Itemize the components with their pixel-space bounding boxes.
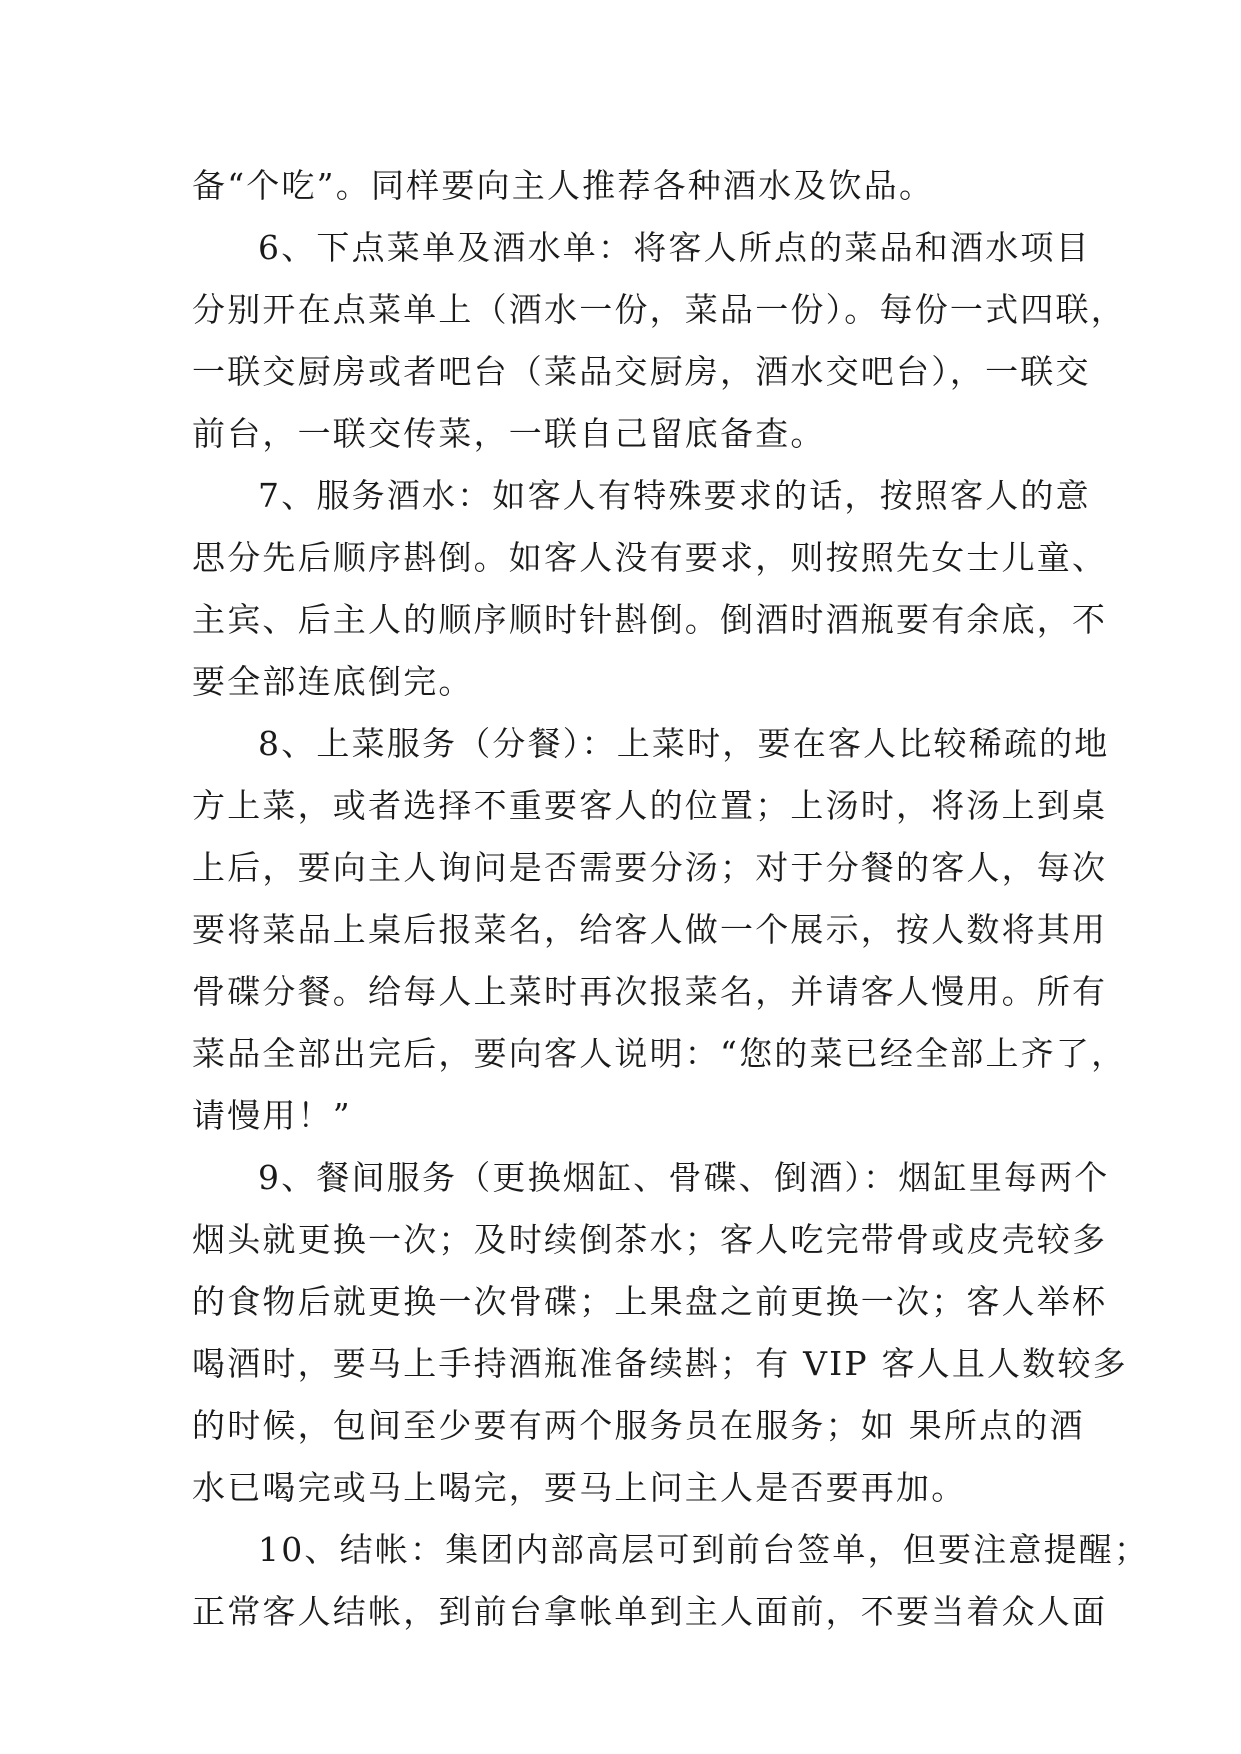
text-line: 请慢用！” xyxy=(192,1096,352,1135)
text-line: 备“个吃”。同样要向主人推荐各种酒水及饮品。 xyxy=(192,166,935,205)
text-line: 喝酒时，要马上手持酒瓶准备续斟；有 VIP 客人且人数较多 xyxy=(192,1344,1128,1383)
text-line: 主宾、后主人的顺序顺时针斟倒。倒酒时酒瓶要有余底，不 xyxy=(192,600,1108,639)
text-line: 骨碟分餐。给每人上菜时再次报菜名，并请客人慢用。所有 xyxy=(192,972,1108,1011)
paragraph-start-line: 10、结帐：集团内部高层可到前台签单，但要注意提醒； xyxy=(258,1530,1150,1569)
text-line: 要全部连底倒完。 xyxy=(192,662,474,701)
paragraph-start-line: 7、服务酒水：如客人有特殊要求的话，按照客人的意 xyxy=(258,476,1091,515)
text-line: 方上菜，或者选择不重要客人的位置；上汤时，将汤上到桌 xyxy=(192,786,1108,825)
text-line: 一联交厨房或者吧台（菜品交厨房，酒水交吧台），一联交 xyxy=(192,352,1091,391)
text-line: 思分先后顺序斟倒。如客人没有要求，则按照先女士儿童、 xyxy=(192,538,1108,577)
document-body xyxy=(192,155,1150,1643)
text-line: 前台，一联交传菜，一联自己留底备查。 xyxy=(192,414,826,453)
text-line: 要将菜品上桌后报菜名，给客人做一个展示，按人数将其用 xyxy=(192,910,1108,949)
text-line: 菜品全部出完后，要向客人说明：“您的菜已经全部上齐了， xyxy=(192,1034,1127,1073)
text-line: 的时候，包间至少要有两个服务员在服务；如 果所点的酒 xyxy=(192,1406,1085,1445)
text-line: 分别开在点菜单上（酒水一份，菜品一份）。每份一式四联， xyxy=(192,290,1126,329)
paragraph-start-line: 9、餐间服务（更换烟缸、骨碟、倒酒）：烟缸里每两个 xyxy=(258,1158,1110,1197)
text-line: 正常客人结帐，到前台拿帐单到主人面前，不要当着众人面 xyxy=(192,1592,1108,1631)
text-line: 烟头就更换一次；及时续倒茶水；客人吃完带骨或皮壳较多 xyxy=(192,1220,1108,1259)
text-line: 的食物后就更换一次骨碟；上果盘之前更换一次；客人举杯 xyxy=(192,1282,1108,1321)
paragraph-start-line: 8、上菜服务（分餐）：上菜时，要在客人比较稀疏的地 xyxy=(258,724,1110,763)
text-line: 水已喝完或马上喝完，要马上问主人是否要再加。 xyxy=(192,1468,967,1507)
text-line: 上后，要向主人询问是否需要分汤；对于分餐的客人，每次 xyxy=(192,848,1108,887)
paragraph-start-line: 6、下点菜单及酒水单：将客人所点的菜品和酒水项目 xyxy=(258,228,1091,267)
